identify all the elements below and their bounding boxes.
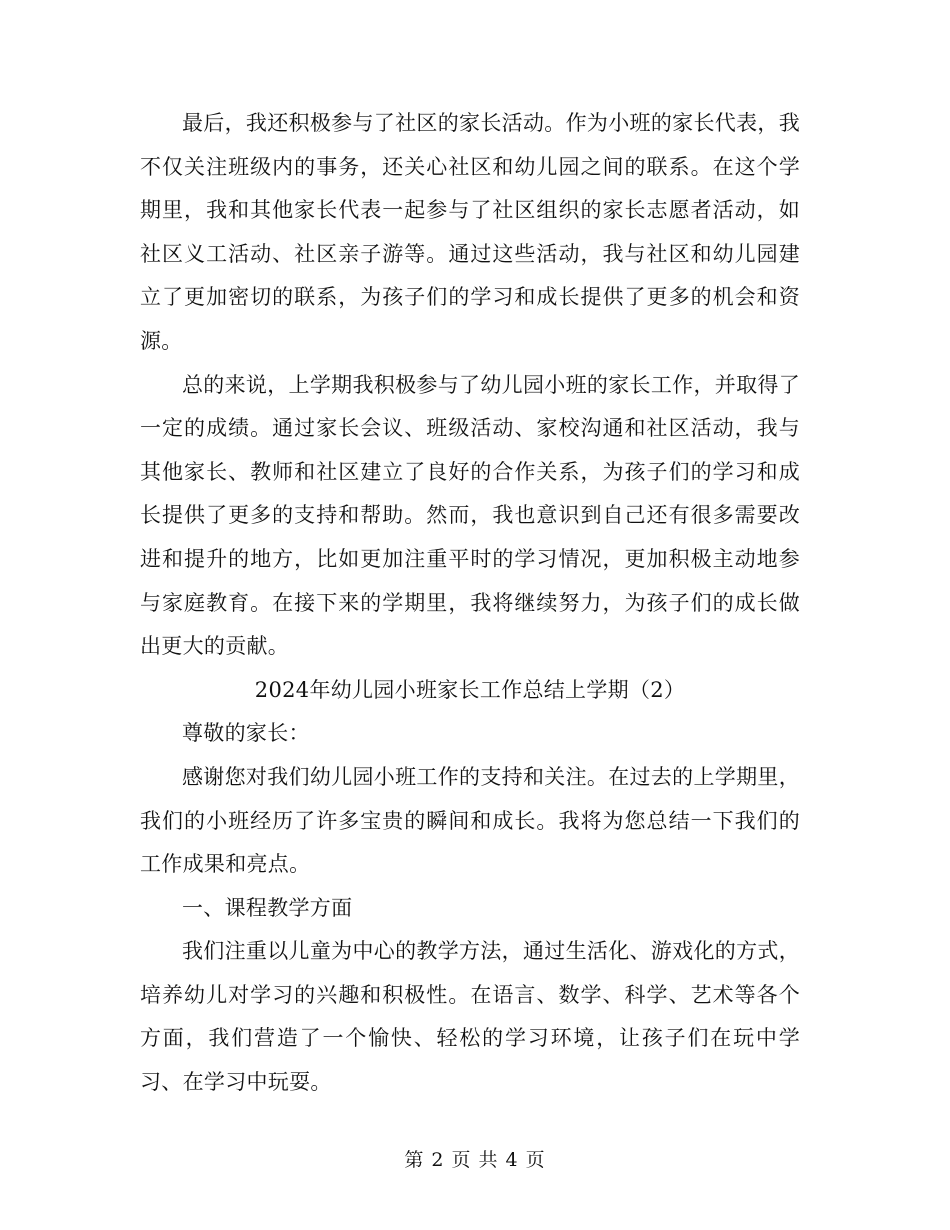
- section-title: 2024年幼儿园小班家长工作总结上学期（2）: [254, 677, 686, 702]
- paragraph-community-activities: 最后，我还积极参与了社区的家长活动。作为小班的家长代表，我不仅关注班级内的事务，还关心社区和幼儿园之间的联系。在这个学期里，我和其他家长代表一起参与了社区组织的家长志愿者活动，如社区义工活动、社区亲子游等。通过这些活动，我与社区和幼儿园建立了更加密切的联系，为孩子们的学习和成长提供了更多的机会和资源。: [140, 111, 800, 353]
- subheading-curriculum: 一、课程教学方面: [182, 895, 353, 920]
- document-body: [140, 102, 800, 1105]
- page-indicator: 第 2 页 共 4 页: [404, 1149, 546, 1171]
- paragraph-intro: 感谢您对我们幼儿园小班工作的支持和关注。在过去的上学期里，我们的小班经历了许多宝贵的瞬间和成长。我将为您总结一下我们的工作成果和亮点。: [140, 764, 800, 877]
- paragraph-curriculum: 我们注重以儿童为中心的教学方法，通过生活化、游戏化的方式，培养幼儿对学习的兴趣和积极性。在语言、数学、科学、艺术等各个方面，我们营造了一个愉快、轻松的学习环境，让孩子们在玩中学习、在学习中玩耍。: [140, 939, 800, 1095]
- paragraph-summary: 总的来说，上学期我积极参与了幼儿园小班的家长工作，并取得了一定的成绩。通过家长会议、班级活动、家校沟通和社区活动，我与其他家长、教师和社区建立了良好的合作关系，为孩子们的学习和成长提供了更多的支持和帮助。然而，我也意识到自己还有很多需要改进和提升的地方，比如更加注重平时的学习情况，更加积极主动地参与家庭教育。在接下来的学期里，我将继续努力，为孩子们的成长做出更大的贡献。: [140, 372, 800, 659]
- salutation: 尊敬的家长：: [182, 721, 310, 746]
